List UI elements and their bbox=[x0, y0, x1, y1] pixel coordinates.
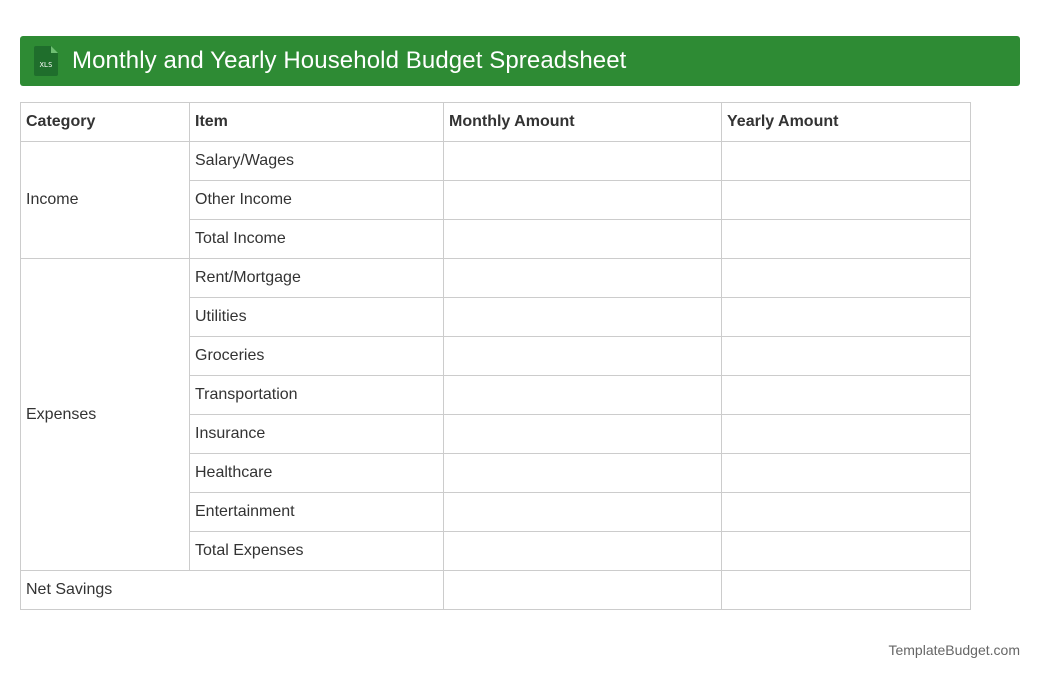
title-banner bbox=[20, 36, 1020, 86]
item-cell: Utilities bbox=[190, 298, 444, 337]
yearly-amount-cell[interactable] bbox=[722, 259, 971, 298]
yearly-amount-cell[interactable] bbox=[722, 532, 971, 571]
site-credit: TemplateBudget.com bbox=[888, 642, 1020, 658]
yearly-amount-cell[interactable] bbox=[722, 298, 971, 337]
column-header-yearly-amount: Yearly Amount bbox=[722, 103, 971, 142]
category-cell-expenses: Expenses bbox=[21, 259, 190, 571]
net-savings-label: Net Savings bbox=[21, 571, 444, 610]
column-header-monthly-amount: Monthly Amount bbox=[444, 103, 722, 142]
item-cell: Healthcare bbox=[190, 454, 444, 493]
item-cell: Insurance bbox=[190, 415, 444, 454]
yearly-amount-cell[interactable] bbox=[722, 415, 971, 454]
monthly-amount-cell[interactable] bbox=[444, 376, 722, 415]
monthly-amount-cell[interactable] bbox=[444, 571, 722, 610]
column-header-category: Category bbox=[21, 103, 190, 142]
yearly-amount-cell[interactable] bbox=[722, 454, 971, 493]
monthly-amount-cell[interactable] bbox=[444, 337, 722, 376]
monthly-amount-cell[interactable] bbox=[444, 532, 722, 571]
item-cell: Transportation bbox=[190, 376, 444, 415]
monthly-amount-cell[interactable] bbox=[444, 259, 722, 298]
column-header-item: Item bbox=[190, 103, 444, 142]
item-cell: Groceries bbox=[190, 337, 444, 376]
item-cell: Other Income bbox=[190, 181, 444, 220]
item-cell: Rent/Mortgage bbox=[190, 259, 444, 298]
item-cell: Total Expenses bbox=[190, 532, 444, 571]
monthly-amount-cell[interactable] bbox=[444, 220, 722, 259]
table-row bbox=[21, 259, 971, 298]
yearly-amount-cell[interactable] bbox=[722, 337, 971, 376]
xls-file-icon bbox=[32, 45, 60, 77]
svg-text:XLS: XLS bbox=[39, 61, 53, 69]
budget-table bbox=[20, 102, 971, 610]
table-header-row bbox=[21, 103, 971, 142]
yearly-amount-cell[interactable] bbox=[722, 181, 971, 220]
yearly-amount-cell[interactable] bbox=[722, 376, 971, 415]
page-title: Monthly and Yearly Household Budget Spreadsheet bbox=[72, 47, 627, 74]
yearly-amount-cell[interactable] bbox=[722, 220, 971, 259]
monthly-amount-cell[interactable] bbox=[444, 142, 722, 181]
category-cell-income: Income bbox=[21, 142, 190, 259]
table-row bbox=[21, 142, 971, 181]
item-cell: Entertainment bbox=[190, 493, 444, 532]
monthly-amount-cell[interactable] bbox=[444, 298, 722, 337]
yearly-amount-cell[interactable] bbox=[722, 142, 971, 181]
monthly-amount-cell[interactable] bbox=[444, 493, 722, 532]
monthly-amount-cell[interactable] bbox=[444, 415, 722, 454]
yearly-amount-cell[interactable] bbox=[722, 493, 971, 532]
monthly-amount-cell[interactable] bbox=[444, 454, 722, 493]
monthly-amount-cell[interactable] bbox=[444, 181, 722, 220]
item-cell: Total Income bbox=[190, 220, 444, 259]
yearly-amount-cell[interactable] bbox=[722, 571, 971, 610]
item-cell: Salary/Wages bbox=[190, 142, 444, 181]
net-savings-row bbox=[21, 571, 971, 610]
